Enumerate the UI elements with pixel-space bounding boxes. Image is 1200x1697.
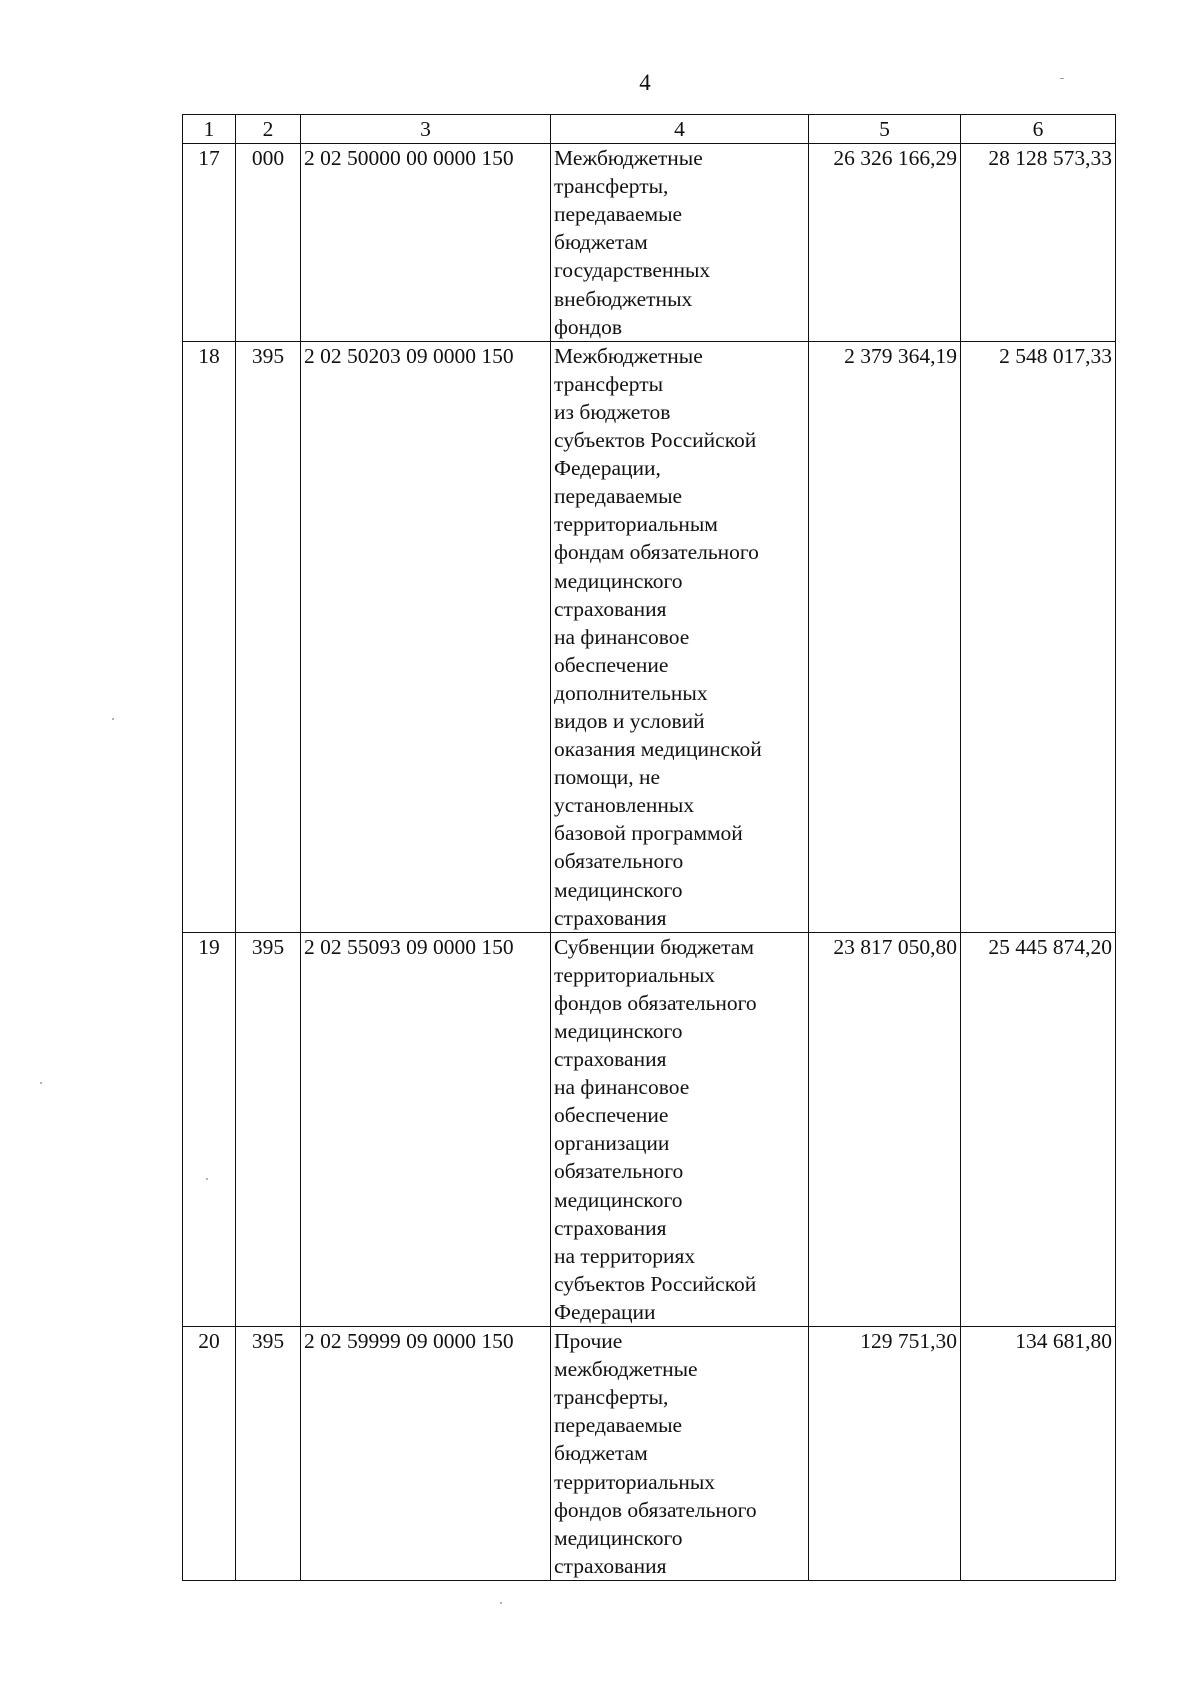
income-name: Межбюджетные трансферты из бюджетов субъектов Российской Федерации, передаваемые территориальным фондам обязательного медицинского страхования на финансовое обеспечение дополнительных видов и условий оказания медицинской помощи, не установленных базовой программой обязательного медицинского страхования xyxy=(551,341,809,932)
scan-speck xyxy=(112,718,114,720)
row-number: 18 xyxy=(183,341,236,932)
admin-code: 395 xyxy=(236,341,301,932)
admin-code: 000 xyxy=(236,144,301,342)
kbk-code: 2 02 59999 09 0000 150 xyxy=(301,1327,551,1581)
admin-code: 395 xyxy=(236,932,301,1326)
sum-year-2: 25 445 874,20 xyxy=(961,932,1116,1326)
header-col-6: 6 xyxy=(961,115,1116,144)
table-row xyxy=(183,144,1116,342)
header-col-3: 3 xyxy=(301,115,551,144)
kbk-code: 2 02 50000 00 0000 150 xyxy=(301,144,551,342)
sum-year-1: 23 817 050,80 xyxy=(809,932,961,1326)
table-row xyxy=(183,341,1116,932)
sum-year-2: 134 681,80 xyxy=(961,1327,1116,1581)
header-col-2: 2 xyxy=(236,115,301,144)
header-col-5: 5 xyxy=(809,115,961,144)
header-col-4: 4 xyxy=(551,115,809,144)
sum-year-1: 129 751,30 xyxy=(809,1327,961,1581)
scan-speck xyxy=(1060,78,1064,79)
sum-year-1: 26 326 166,29 xyxy=(809,144,961,342)
scan-speck xyxy=(40,1082,42,1084)
admin-code: 395 xyxy=(236,1327,301,1581)
row-number: 17 xyxy=(183,144,236,342)
scan-speck xyxy=(500,1602,502,1604)
kbk-code: 2 02 50203 09 0000 150 xyxy=(301,341,551,932)
page-number: 4 xyxy=(639,70,651,95)
budget-table xyxy=(182,114,1116,1581)
sum-year-2: 28 128 573,33 xyxy=(961,144,1116,342)
sum-year-2: 2 548 017,33 xyxy=(961,341,1116,932)
table-header-row xyxy=(183,115,1116,144)
table-row xyxy=(183,932,1116,1326)
sum-year-1: 2 379 364,19 xyxy=(809,341,961,932)
income-name: Межбюджетные трансферты, передаваемые бюджетам государственных внебюджетных фондов xyxy=(551,144,809,342)
header-col-1: 1 xyxy=(183,115,236,144)
scan-speck xyxy=(206,1178,208,1180)
kbk-code: 2 02 55093 09 0000 150 xyxy=(301,932,551,1326)
income-name: Прочие межбюджетные трансферты, передаваемые бюджетам территориальных фондов обязательного медицинского страхования xyxy=(551,1327,809,1581)
row-number: 20 xyxy=(183,1327,236,1581)
income-name: Субвенции бюджетам территориальных фондов обязательного медицинского страхования на финансовое обеспечение организации обязательного медицинского страхования на территориях субъектов Российской Федерации xyxy=(551,932,809,1326)
row-number: 19 xyxy=(183,932,236,1326)
table-row xyxy=(183,1327,1116,1581)
